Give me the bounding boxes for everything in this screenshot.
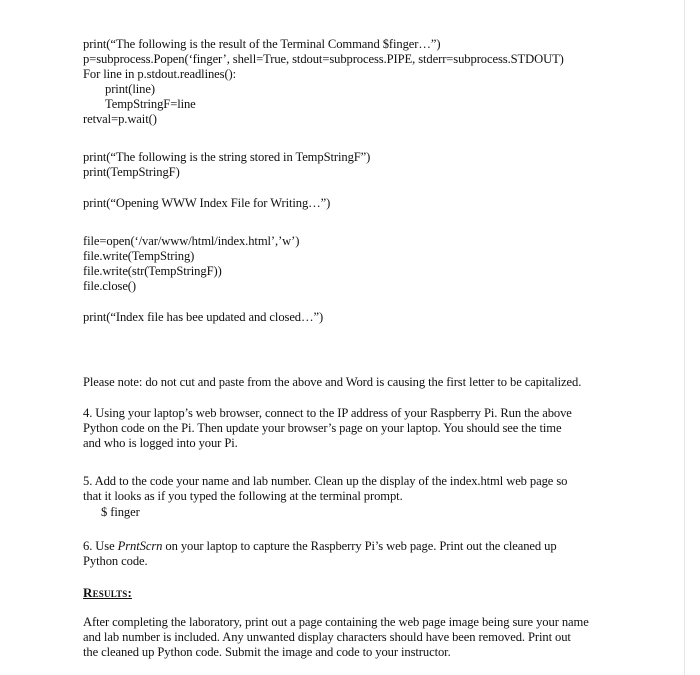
code-line: p=subprocess.Popen(‘finger’, shell=True, stdout=subprocess.PIPE, stderr=subprocess.STDOUT) (83, 52, 564, 66)
code-line: print(“Opening WWW Index File for Writing…”) (83, 196, 331, 210)
code-line: print(“The following is the result of the Terminal Command $finger…”) (83, 37, 441, 51)
code-line: For line in p.stdout.readlines(): (83, 67, 237, 81)
results-line: and lab number is included. Any unwanted display characters should have been removed. Print out (83, 630, 571, 644)
code-line: print(TempStringF) (83, 165, 180, 179)
step6-line: Python code. (83, 554, 148, 568)
step4-line: and who is logged into your Pi. (83, 436, 238, 450)
code-line: print(“The following is the string stored in TempStringF”) (83, 150, 371, 164)
results-line: After completing the laboratory, print out a page containing the web page image being sure your name (83, 615, 589, 629)
step6-italic: PrntScrn (117, 539, 163, 553)
code-line: print(“Index file has bee updated and closed…”) (83, 310, 324, 324)
code-line: file=open(‘/var/www/html/index.html’,’w’) (83, 234, 300, 248)
step5-line: that it looks as if you typed the following at the terminal prompt. (83, 489, 403, 503)
page-edge-divider (684, 0, 685, 675)
step5-command: $ finger (101, 505, 140, 519)
code-line: file.write(TempString) (83, 249, 195, 263)
step6-suffix: on your laptop to capture the Raspberry Pi’s web page. Print out the cleaned up (162, 539, 557, 553)
results-line: the cleaned up Python code. Submit the image and code to your instructor. (83, 645, 451, 659)
code-line: retval=p.wait() (83, 112, 157, 126)
step4-line: 4. Using your laptop’s web browser, connect to the IP address of your Raspberry Pi. Run the above (83, 406, 572, 420)
step6-prefix: 6. Use (83, 539, 118, 553)
step6-line (83, 539, 557, 554)
code-line: print(line) (105, 82, 155, 96)
code-line: TempStringF=line (105, 97, 196, 111)
results-heading: Results: (83, 585, 133, 600)
code-line: file.write(str(TempStringF)) (83, 264, 222, 278)
code-line: file.close() (83, 279, 136, 293)
note-text: Please note: do not cut and paste from the above and Word is causing the first letter to be capitalized. (83, 375, 582, 389)
step5-line: 5. Add to the code your name and lab number. Clean up the display of the index.html web page so (83, 474, 568, 488)
step4-line: Python code on the Pi. Then update your browser’s page on your laptop. You should see the time (83, 421, 562, 435)
